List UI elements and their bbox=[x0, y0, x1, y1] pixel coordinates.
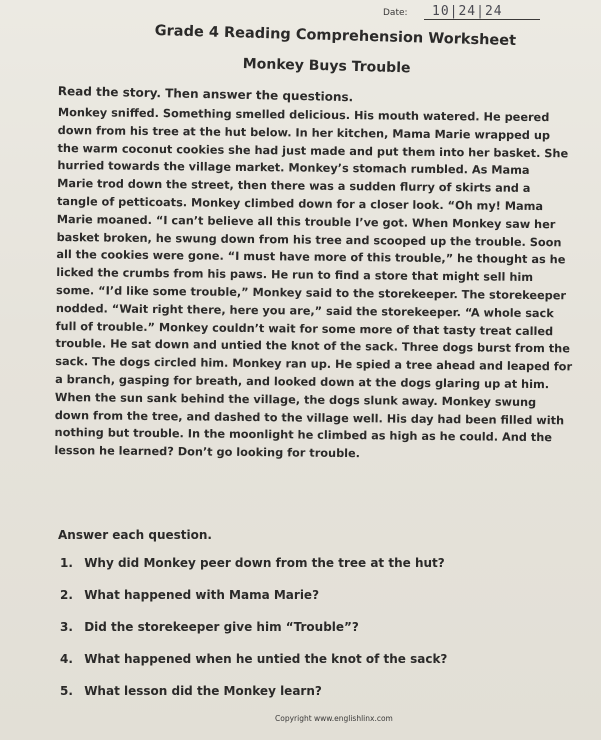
question-list bbox=[60, 556, 560, 716]
question-number: 1. bbox=[60, 556, 73, 570]
question-number: 5. bbox=[60, 684, 73, 698]
story-passage bbox=[54, 104, 583, 465]
story-line: licked the crumbs from his paws. He run to find a store that might sell him bbox=[56, 266, 534, 285]
question-text: What happened when he untied the knot of the sack? bbox=[84, 652, 448, 666]
question-number: 4. bbox=[60, 652, 73, 666]
story-line: nodded. “Wait right there, here you are,” said the storekeeper. “A whole sack bbox=[55, 301, 554, 320]
story-line: down from the tree, and dashed to the village well. His day had been filled with bbox=[54, 408, 565, 427]
story-line: full of trouble.” Monkey couldn’t wait for some more of that tasty treat called bbox=[55, 319, 554, 338]
question-item bbox=[60, 556, 560, 588]
question-item bbox=[60, 684, 560, 716]
instructions: Read the story. Then answer the questions. bbox=[57, 84, 354, 105]
story-line: a branch, gasping for breath, and looked down at the dogs glaring up at him. bbox=[55, 372, 550, 392]
story-line: Marie moaned. “I can’t believe all this trouble I’ve got. When Monkey saw her bbox=[56, 212, 556, 231]
story-line: all the cookies were gone. “I must have more of this trouble,” he thought as he bbox=[56, 248, 566, 267]
date-label: Date: bbox=[383, 8, 408, 18]
question-number: 3. bbox=[60, 620, 73, 634]
story-line: nothing but trouble. In the moonlight he climbed as high as he could. And the bbox=[54, 426, 553, 445]
question-text: Did the storekeeper give him “Trouble”? bbox=[84, 620, 359, 634]
question-text: Why did Monkey peer down from the tree at the hut? bbox=[84, 556, 445, 570]
story-line: lesson he learned? Don’t go looking for trouble. bbox=[54, 444, 361, 461]
story-line: When the sun sank behind the village, the dogs slunk away. Monkey swung bbox=[54, 390, 537, 409]
story-line: trouble. He sat down and untied the knot of the sack. Three dogs burst from the bbox=[55, 337, 570, 356]
story-line: sack. The dogs circled him. Monkey ran up. He spied a tree ahead and leaped for bbox=[55, 355, 573, 374]
question-text: What happened with Mama Marie? bbox=[84, 588, 320, 602]
story-line: the warm coconut cookies she had just made and put them into her basket. She bbox=[57, 141, 569, 160]
question-number: 2. bbox=[60, 588, 73, 602]
worksheet-title: Grade 4 Reading Comprehension Worksheet bbox=[154, 22, 517, 50]
copyright-notice: Copyright www.englishlinx.com bbox=[275, 714, 393, 723]
story-line: down from his tree at the hut below. In her kitchen, Mama Marie wrapped up bbox=[57, 123, 551, 142]
question-text: What lesson did the Monkey learn? bbox=[84, 684, 322, 698]
question-item bbox=[60, 620, 560, 652]
question-item bbox=[60, 588, 560, 620]
story-line: some. “I’d like some trouble,” Monkey said to the storekeeper. The storekeeper bbox=[55, 283, 567, 303]
question-item bbox=[60, 652, 560, 684]
story-line: Monkey sniffed. Something smelled delicious. His mouth watered. He peered bbox=[57, 105, 550, 125]
story-line: hurried towards the village market. Monkey’s stomach rumbled. As Mama bbox=[57, 159, 530, 178]
answer-heading: Answer each question. bbox=[58, 528, 212, 542]
date-value-handwritten: 10|24|24 bbox=[424, 4, 540, 20]
story-title: Monkey Buys Trouble bbox=[242, 56, 411, 77]
story-line: Marie trod down the street, then there was a sudden flurry of skirts and a bbox=[57, 177, 531, 196]
story-line: basket broken, he swung down from his tree and scooped up the trouble. Soon bbox=[56, 230, 562, 249]
story-line: tangle of petticoats. Monkey climbed down for a closer look. “Oh my! Mama bbox=[56, 194, 544, 214]
